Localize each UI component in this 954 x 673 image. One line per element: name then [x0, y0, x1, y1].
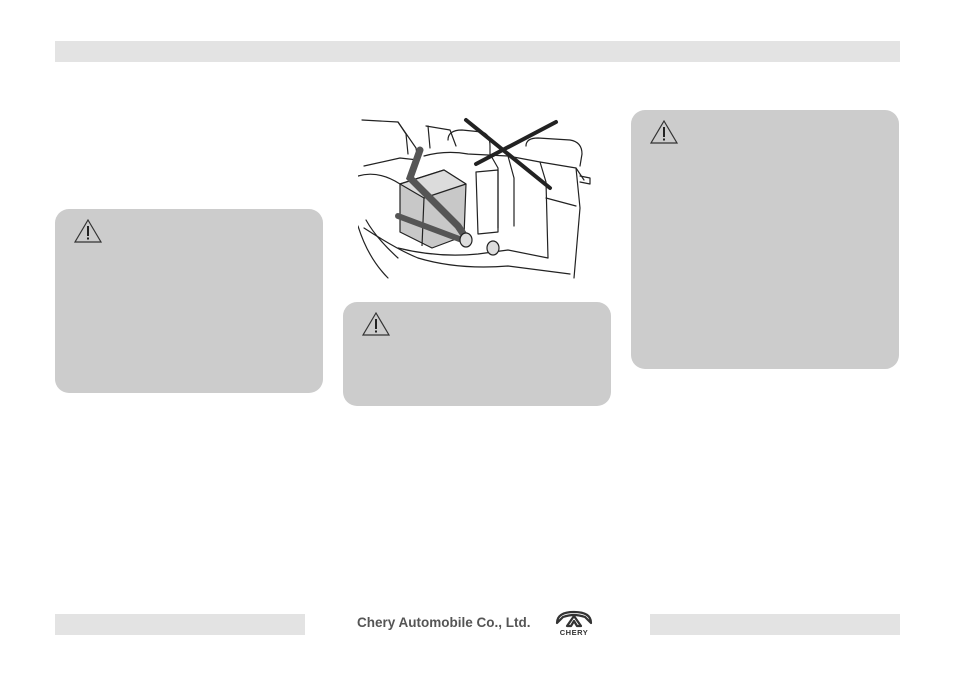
- warning-triangle-icon: [649, 119, 679, 145]
- warning-triangle-icon: [73, 218, 103, 244]
- footer-bar-right: [650, 614, 900, 635]
- warning-box-right: [631, 110, 899, 369]
- footer-bar-left: [55, 614, 305, 635]
- footer-company-name: Chery Automobile Co., Ltd.: [357, 615, 531, 630]
- warning-triangle-icon: [361, 311, 391, 337]
- rear-seat-cargo-illustration: [358, 108, 598, 288]
- chery-logo: [549, 607, 599, 637]
- warning-box-middle: [343, 302, 611, 406]
- logo-text: CHERY: [559, 628, 589, 637]
- warning-box-left: [55, 209, 323, 393]
- header-bar: [55, 41, 900, 62]
